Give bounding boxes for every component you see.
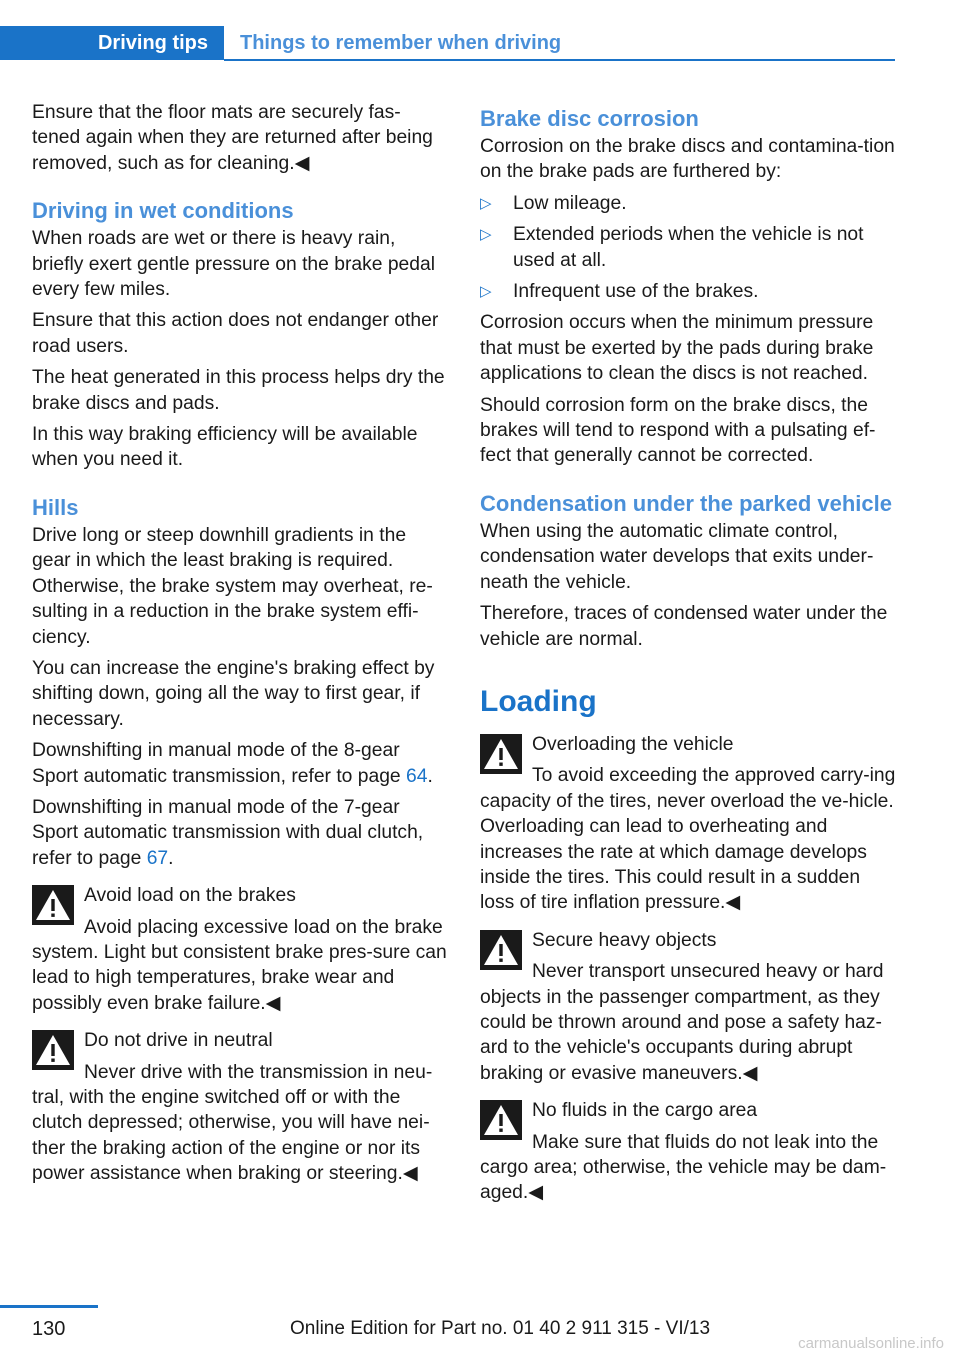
paragraph: Ensure that this action does not endanger other road users. xyxy=(32,310,439,357)
text: . xyxy=(427,765,433,787)
edition-text: Online Edition for Part no. 01 40 2 911 315 - VI/13 xyxy=(290,1318,711,1339)
bullet-list xyxy=(480,191,896,305)
warning-block xyxy=(32,1028,447,1186)
warning-block xyxy=(480,1098,896,1206)
warning-triangle-icon xyxy=(480,1100,522,1140)
bullet-triangle-icon: ▷ xyxy=(480,226,492,244)
page-link-67[interactable]: 67 xyxy=(146,847,169,869)
paragraph xyxy=(32,795,447,871)
warning-title: Secure heavy objects xyxy=(532,929,717,951)
page-link-64[interactable]: 64 xyxy=(406,765,428,787)
paragraph: You can increase the engine's braking effect by shifting down, going all the way to first gear, if necessary. xyxy=(32,657,435,730)
paragraph: When roads are wet or there is heavy rain, briefly exert gentle pressure on the brake pedal every few miles. xyxy=(32,228,436,301)
warning-triangle-icon xyxy=(480,930,522,970)
warning-text: Make sure that fluids do not leak into the cargo area; otherwise, the vehicle may be dam-aged.◀ xyxy=(480,1131,887,1204)
paragraph: Corrosion occurs when the minimum pressure that must be exerted by the pads during brake applications to clean the discs is not reached. xyxy=(480,312,874,385)
heading-brake-disc-corrosion: Brake disc corrosion xyxy=(480,106,699,131)
left-column xyxy=(32,100,447,1195)
warning-title: Do not drive in neutral xyxy=(84,1030,273,1052)
bullet-triangle-icon: ▷ xyxy=(480,194,492,212)
text: Downshifting in manual mode of the 7-gear Sport automatic transmission with dual clutch, refer to page xyxy=(32,796,424,869)
warning-text: To avoid exceeding the approved carry-ing capacity of the tires, never overload the ve-hicle. Overloading can lead to overheating and increases the rate at which damage develops inside the tires. This could result in a sudden loss of tire inflation pressure.◀ xyxy=(480,765,896,914)
warning-block xyxy=(32,883,447,1016)
paragraph: Therefore, traces of condensed water under the vehicle are normal. xyxy=(480,603,888,650)
page-number: 130 xyxy=(32,1318,66,1340)
warning-triangle-icon xyxy=(32,885,74,925)
list-item xyxy=(480,222,896,273)
warning-title: Avoid load on the brakes xyxy=(84,885,296,907)
section-tab: Driving tips xyxy=(0,26,224,60)
warning-text: Avoid placing excessive load on the brake system. Light but consistent brake pres-sure can lead to high temperatures, brake wear and possibly even brake failure.◀ xyxy=(32,916,447,1014)
paragraph: In this way braking efficiency will be available when you need it. xyxy=(32,424,418,471)
header-divider xyxy=(224,59,895,61)
warning-title: Overloading the vehicle xyxy=(532,733,734,755)
warning-text: Never drive with the transmission in neu-tral, with the engine switched off or with the clutch depressed; otherwise, you will have nei-ther the braking action of the engine or nor its power assistance when braking or steering.◀ xyxy=(32,1061,433,1185)
warning-block xyxy=(480,732,896,916)
paragraph: The heat generated in this process helps dry the brake discs and pads. xyxy=(32,367,445,414)
page-header xyxy=(0,26,895,62)
paragraph: Corrosion on the brake discs and contamina-tion on the brake pads are furthered by: xyxy=(480,136,895,183)
list-item-text: Infrequent use of the brakes. xyxy=(513,281,759,303)
list-item xyxy=(480,191,896,216)
subsection-tab: Things to remember when driving xyxy=(240,31,562,54)
watermark: carmanualsonline.info xyxy=(798,1335,944,1352)
heading-hills: Hills xyxy=(32,494,79,520)
warning-triangle-icon xyxy=(480,734,522,774)
warning-text: Never transport unsecured heavy or hard objects in the passenger compartment, as they could be thrown around and pose a safety haz-ard to the vehicle's occupants during abrupt braking or evasive maneuvers.◀ xyxy=(480,961,884,1084)
warning-title: No fluids in the cargo area xyxy=(532,1100,758,1122)
paragraph: Drive long or steep downhill gradients in the gear in which the least braking is required. Otherwise, the brake system may overheat, re-sulting in a reduction in the brake system effi-ciency. xyxy=(32,524,433,648)
heading-condensation: Condensation under the parked vehicle xyxy=(480,490,892,516)
paragraph: When using the automatic climate control, condensation water develops that exits under-neath the vehicle. xyxy=(480,520,874,593)
footer-divider xyxy=(0,1305,98,1308)
text: Downshifting in manual mode of the 8-gear Sport automatic transmission, refer to page xyxy=(32,740,407,787)
heading-loading: Loading xyxy=(480,684,597,718)
heading-wet-conditions: Driving in wet conditions xyxy=(32,198,294,224)
bullet-triangle-icon: ▷ xyxy=(480,283,492,301)
right-column xyxy=(480,100,896,1214)
list-item-text: Extended periods when the vehicle is not used at all. xyxy=(513,224,864,271)
intro-paragraph: Ensure that the floor mats are securely fas-tened again when they are returned after being removed, such as for cleaning.◀ xyxy=(32,102,433,174)
paragraph xyxy=(32,738,447,789)
warning-block xyxy=(480,928,896,1086)
list-item-text: Low mileage. xyxy=(513,192,627,214)
text: . xyxy=(168,847,174,869)
list-item xyxy=(480,279,896,304)
paragraph: Should corrosion form on the brake discs, the brakes will tend to respond with a pulsating ef-fect that generally cannot be corrected. xyxy=(480,394,876,467)
warning-triangle-icon xyxy=(32,1030,74,1070)
